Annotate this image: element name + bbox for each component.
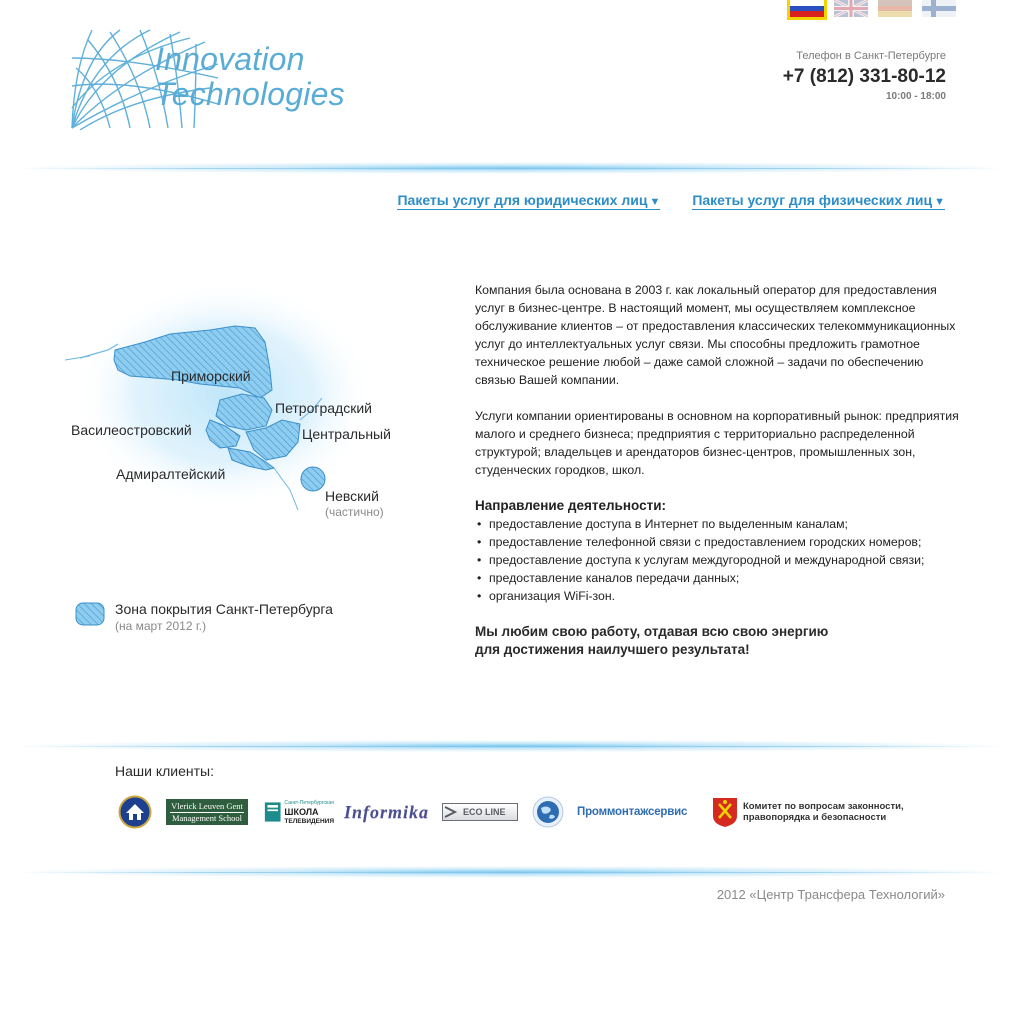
direction-item: • предоставление доступа к услугам междугородной и международной связи;	[475, 551, 960, 569]
nav-legal-label: Пакеты услуг для юридических лиц	[397, 192, 648, 208]
flag-de-icon[interactable]	[878, 0, 912, 17]
district-centralny: Центральный	[302, 426, 391, 442]
language-switcher	[790, 0, 956, 17]
globe-icon	[532, 796, 564, 828]
vlerick-badge	[166, 799, 248, 825]
informika-text: Informika	[344, 801, 430, 822]
footer-copyright: 2012 «Центр Трансфера Технологий»	[716, 887, 945, 902]
logo-line-2: Technologies	[155, 76, 345, 112]
logo-text	[155, 42, 345, 112]
district-nevsky: Невский	[325, 488, 379, 504]
phone-caption: Телефон в Санкт-Петербурге	[796, 50, 946, 62]
clients-divider	[20, 740, 1000, 752]
map-legend	[75, 601, 333, 633]
vlerick-line-1: Vlerick Leuven Gent	[171, 801, 243, 811]
house-icon	[118, 795, 152, 829]
client-ecoline-logo[interactable]	[442, 795, 520, 829]
district-primorsky: Приморский	[171, 368, 251, 384]
clients-logos	[118, 795, 938, 829]
committee-line-1: Комитет по вопросам законности,	[743, 801, 904, 812]
flag-en-icon[interactable]	[834, 0, 868, 17]
district-petrogradsky: Петроградский	[275, 400, 372, 416]
book-icon	[264, 799, 281, 825]
committee-line-2: правопорядка и безопасности	[743, 812, 887, 823]
client-globe-logo[interactable]	[532, 795, 566, 829]
flag-fi-icon[interactable]	[922, 0, 956, 17]
direction-item: • организация WiFi-зон.	[475, 587, 960, 605]
motto-line-1: Мы любим свою работу, отдавая всю свою энергию	[475, 624, 829, 639]
dropdown-arrow-icon: ▼	[649, 196, 661, 208]
motto-line-2: для достижения наилучшего результата!	[475, 642, 750, 657]
legend-title: Зона покрытия Санкт-Петербурга	[115, 601, 333, 617]
client-home-logo[interactable]	[118, 795, 154, 829]
footer-divider	[20, 866, 1000, 878]
tv-school-line-2: ТЕЛЕВИДЕНИЯ	[284, 817, 334, 825]
ecoline-mark-icon	[443, 804, 459, 820]
clients-title: Наши клиенты:	[115, 763, 214, 779]
about-text	[475, 281, 960, 659]
nav-legal-packages[interactable]	[397, 192, 660, 210]
coverage-swatch-icon	[75, 602, 105, 626]
coverage-map	[60, 280, 420, 540]
prommontazh-text: Проммонтажсервис	[577, 806, 688, 818]
district-vasileostrovsky: Василеостровский	[71, 422, 192, 438]
district-admiralteysky: Адмиралтейский	[116, 466, 226, 482]
vlerick-line-2: Management School	[171, 813, 243, 823]
legend-note: (на март 2012 г.)	[115, 619, 207, 633]
flag-ru-icon[interactable]	[790, 0, 824, 17]
ecoline-badge	[442, 803, 518, 821]
tv-school-text	[284, 799, 334, 826]
district-nevsky-shape	[301, 467, 325, 491]
contacts-block	[783, 50, 946, 102]
committee-text	[743, 801, 904, 823]
direction-item: • предоставление доступа в Интернет по выделенным каналам;	[475, 515, 960, 533]
nav-personal-label: Пакеты услуг для физических лиц	[692, 192, 933, 208]
client-tv-school-logo[interactable]	[264, 795, 334, 829]
client-vlerick-logo[interactable]	[166, 795, 250, 829]
phone-number: +7 (812) 331-80-12	[782, 66, 946, 87]
directions-title: Направление деятельности:	[475, 498, 666, 513]
tv-school-small: Санкт-Петербургская	[284, 799, 334, 806]
nav-personal-packages[interactable]	[692, 192, 945, 210]
logo-line-1: Innovation	[155, 41, 305, 77]
main-nav	[397, 192, 945, 210]
coat-of-arms-icon	[712, 796, 738, 828]
working-hours: 10:00 - 18:00	[885, 91, 946, 102]
direction-item: • предоставление телефонной связи с предоставлением городских номеров;	[475, 533, 960, 551]
directions-list	[475, 515, 960, 605]
direction-item: • предоставление каналов передачи данных;	[475, 569, 960, 587]
client-committee-logo[interactable]	[712, 795, 926, 829]
about-paragraph-2: Услуги компании ориентированы в основном на корпоративный рынок: предприятия малого и среднего бизнеса; предприятия с территориально распределенной структурой; владельцев и арендаторов бизнес-центров, промышленных зон, студенческих городков, школ.	[475, 409, 959, 477]
about-paragraph-1: Компания была основана в 2003 г. как локальный оператор для предоставления услуг в бизнес-центре. В настоящий момент, мы осуществляем комплексное обслуживание клиентов – от предоставления классических телекоммуникационных услуг до интеллектуальных услуг связи. Мы способны предложить грамотное техническое решение любой – даже самой сложной – задачи по обеспечению связью Вашей компании.	[475, 283, 956, 387]
district-nevsky-note: (частично)	[325, 505, 384, 519]
tv-school-line-1: ШКОЛА	[284, 806, 319, 817]
company-logo[interactable]	[70, 28, 370, 130]
client-prommontazh-logo[interactable]	[577, 795, 701, 829]
header-divider	[20, 162, 1000, 174]
dropdown-arrow-icon: ▼	[934, 196, 945, 208]
client-informika-logo[interactable]	[344, 795, 430, 829]
ecoline-text: ECO LINE	[463, 807, 506, 817]
